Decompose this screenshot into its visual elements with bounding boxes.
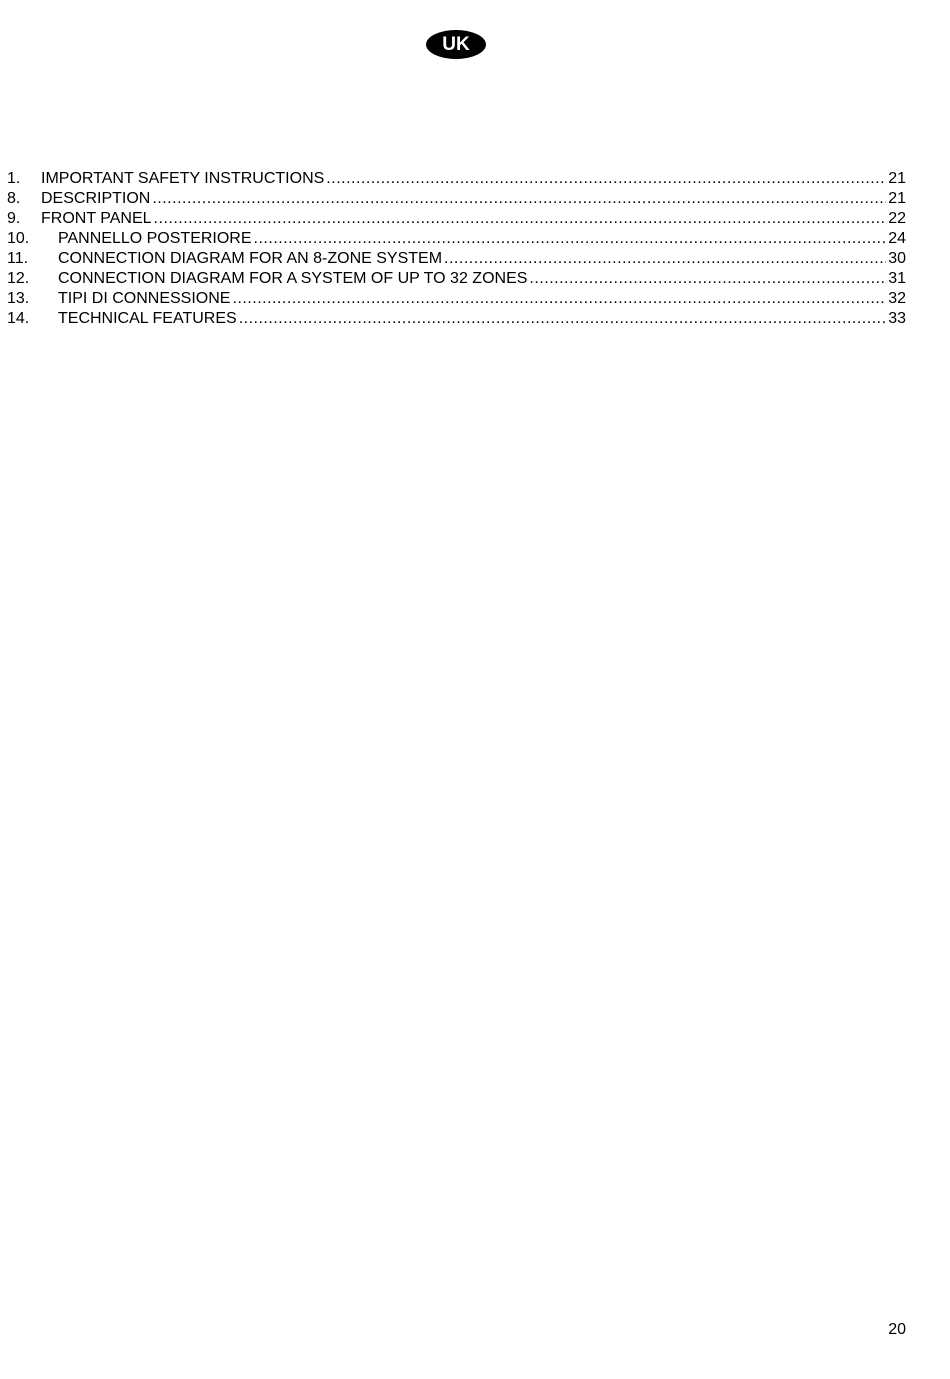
toc-leader-dots [254,229,887,249]
toc-leader-dots [232,289,886,309]
toc-leader-dots [239,309,887,329]
toc-entry-page: 32 [888,290,906,307]
toc-entry[interactable] [7,289,906,309]
toc-entry-page: 30 [888,250,906,267]
toc-entry[interactable] [7,249,906,269]
toc-entry[interactable] [7,189,906,209]
toc-entry-number: 10. [7,230,30,247]
table-of-contents [7,169,906,329]
toc-entry-page: 21 [888,190,906,207]
toc-entry[interactable] [7,169,906,189]
toc-entry-number: 12. [7,270,30,287]
toc-leader-dots [152,189,886,209]
toc-entry[interactable] [7,269,906,289]
toc-leader-dots [154,209,887,229]
toc-entry-title: PANNELLO POSTERIORE [58,230,252,247]
toc-entry-number: 8. [7,190,21,207]
toc-entry-number: 9. [7,210,21,227]
toc-entry[interactable] [7,229,906,249]
toc-entry-title: CONNECTION DIAGRAM FOR AN 8-ZONE SYSTEM [58,250,443,267]
toc-entry-title: TIPI DI CONNESSIONE [58,290,231,307]
toc-entry-title: FRONT PANEL [41,210,152,227]
language-badge-uk: UK [426,30,486,59]
toc-entry-number: 13. [7,290,30,307]
toc-entry-title: IMPORTANT SAFETY INSTRUCTIONS [41,170,325,187]
toc-entry-title: CONNECTION DIAGRAM FOR A SYSTEM OF UP TO 32 ZONES [58,270,528,287]
toc-entry-number: 11. [7,250,29,267]
toc-leader-dots [326,169,886,189]
toc-entry[interactable] [7,309,906,329]
toc-entry-page: 21 [888,170,906,187]
toc-leader-dots [444,249,886,269]
toc-entry-number: 14. [7,310,30,327]
toc-entry-number: 1. [7,170,21,187]
page-number: 20 [888,1321,906,1338]
toc-entry-page: 24 [888,230,906,247]
toc-entry-page: 22 [888,210,906,227]
toc-entry-title: DESCRIPTION [41,190,151,207]
toc-entry[interactable] [7,209,906,229]
toc-entry-title: TECHNICAL FEATURES [58,310,237,327]
toc-entry-page: 33 [888,310,906,327]
toc-leader-dots [529,269,886,289]
toc-entry-page: 31 [888,270,906,287]
